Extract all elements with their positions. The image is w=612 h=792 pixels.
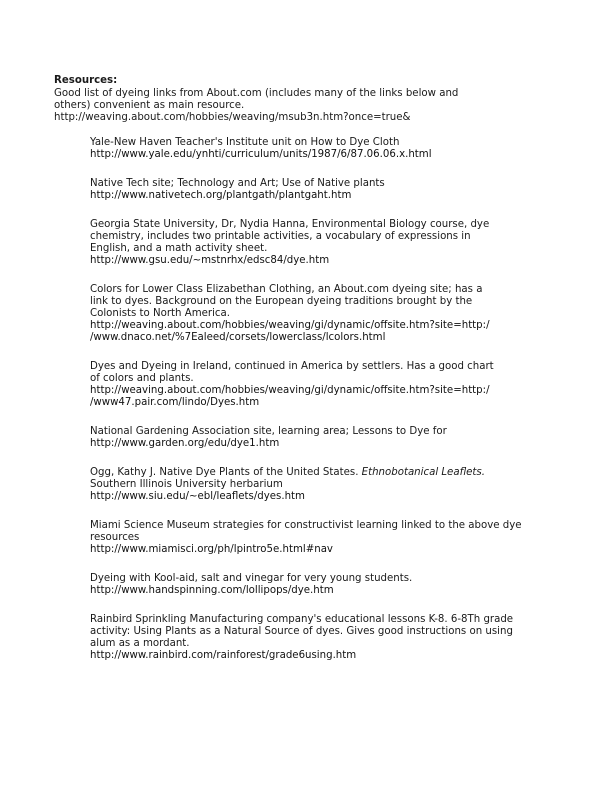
resource-entry-gardening (90, 426, 560, 450)
entry-url[interactable]: http://www.handspinning.com/lollipops/dye.htm (90, 585, 334, 596)
entry-text: English, and a math activity sheet. (90, 243, 268, 254)
intro-line: Good list of dyeing links from About.com (includes many of the links below and (54, 88, 459, 99)
resource-entry-rainbird (90, 614, 560, 662)
entry-url[interactable]: http://www.nativetech.org/plantgath/plantgaht.htm (90, 190, 352, 201)
resource-list (90, 137, 560, 679)
resource-entry-ogg (90, 467, 560, 503)
resources-heading: Resources: (54, 75, 118, 86)
resource-entry-miami (90, 520, 560, 556)
entry-text: alum as a mordant. (90, 638, 190, 649)
entry-url[interactable]: http://www.gsu.edu/~mstnrhx/edsc84/dye.htm (90, 255, 330, 266)
entry-url[interactable]: http://www.siu.edu/~ebl/leaflets/dyes.htm (90, 491, 305, 502)
entry-text: of colors and plants. (90, 373, 194, 384)
intro-paragraph (54, 88, 474, 124)
resource-entry-elizabethan (90, 284, 560, 344)
entry-url[interactable]: http://weaving.about.com/hobbies/weaving/gi/dynamic/offsite.htm?site=http:/ (90, 385, 490, 396)
entry-citation (90, 467, 560, 479)
entry-url[interactable]: http://www.yale.edu/ynhti/curriculum/units/1987/6/87.06.06.x.html (90, 149, 432, 160)
entry-text: Georgia State University, Dr, Nydia Hanna, Environmental Biology course, dye (90, 219, 490, 230)
entry-url[interactable]: http://www.rainbird.com/rainforest/grade6using.htm (90, 650, 357, 661)
resource-entry-koolaid (90, 573, 560, 597)
entry-text: Native Tech site; Technology and Art; Use of Native plants (90, 178, 385, 189)
resource-entry-gsu (90, 219, 560, 267)
intro-url[interactable]: http://weaving.about.com/hobbies/weaving/msub3n.htm?once=true& (54, 112, 411, 123)
intro-line: others) convenient as main resource. (54, 100, 245, 111)
resource-entry-ireland (90, 361, 560, 409)
entry-text: National Gardening Association site, learning area; Lessons to Dye for (90, 426, 447, 437)
entry-text: Miami Science Museum strategies for constructivist learning linked to the above dye (90, 520, 522, 531)
entry-text: Rainbird Sprinkling Manufacturing company's educational lessons K-8. 6-8Th grade (90, 614, 514, 625)
citation-text: Ogg, Kathy J. Native Dye Plants of the United States. (90, 467, 362, 478)
resource-entry-yale (90, 137, 560, 161)
entry-url[interactable]: /www47.pair.com/lindo/Dyes.htm (90, 397, 260, 408)
entry-text: Dyes and Dyeing in Ireland, continued in America by settlers. Has a good chart (90, 361, 494, 372)
entry-text: Southern Illinois University herbarium (90, 479, 283, 490)
entry-url[interactable]: http://www.garden.org/edu/dye1.htm (90, 438, 280, 449)
entry-url[interactable]: http://www.miamisci.org/ph/lpintro5e.html#nav (90, 544, 333, 555)
entry-text: activity: Using Plants as a Natural Source of dyes. Gives good instructions on using (90, 626, 513, 637)
entry-text: resources (90, 532, 140, 543)
entry-text: chemistry, includes two printable activities, a vocabulary of expressions in (90, 231, 471, 242)
resource-entry-nativetech (90, 178, 560, 202)
entry-text: link to dyes. Background on the European dyeing traditions brought by the (90, 296, 473, 307)
entry-text: Yale-New Haven Teacher's Institute unit on How to Dye Cloth (90, 137, 400, 148)
entry-text: Colonists to North America. (90, 308, 231, 319)
entry-url[interactable]: http://weaving.about.com/hobbies/weaving/gi/dynamic/offsite.htm?site=http:/ (90, 320, 490, 331)
entry-text: Dyeing with Kool-aid, salt and vinegar for very young students. (90, 573, 413, 584)
entry-url[interactable]: /www.dnaco.net/%7Ealeed/corsets/lowerclass/lcolors.html (90, 332, 386, 343)
entry-text: Colors for Lower Class Elizabethan Clothing, an About.com dyeing site; has a (90, 284, 483, 295)
citation-journal: Ethnobotanical Leaflets. (361, 467, 485, 478)
